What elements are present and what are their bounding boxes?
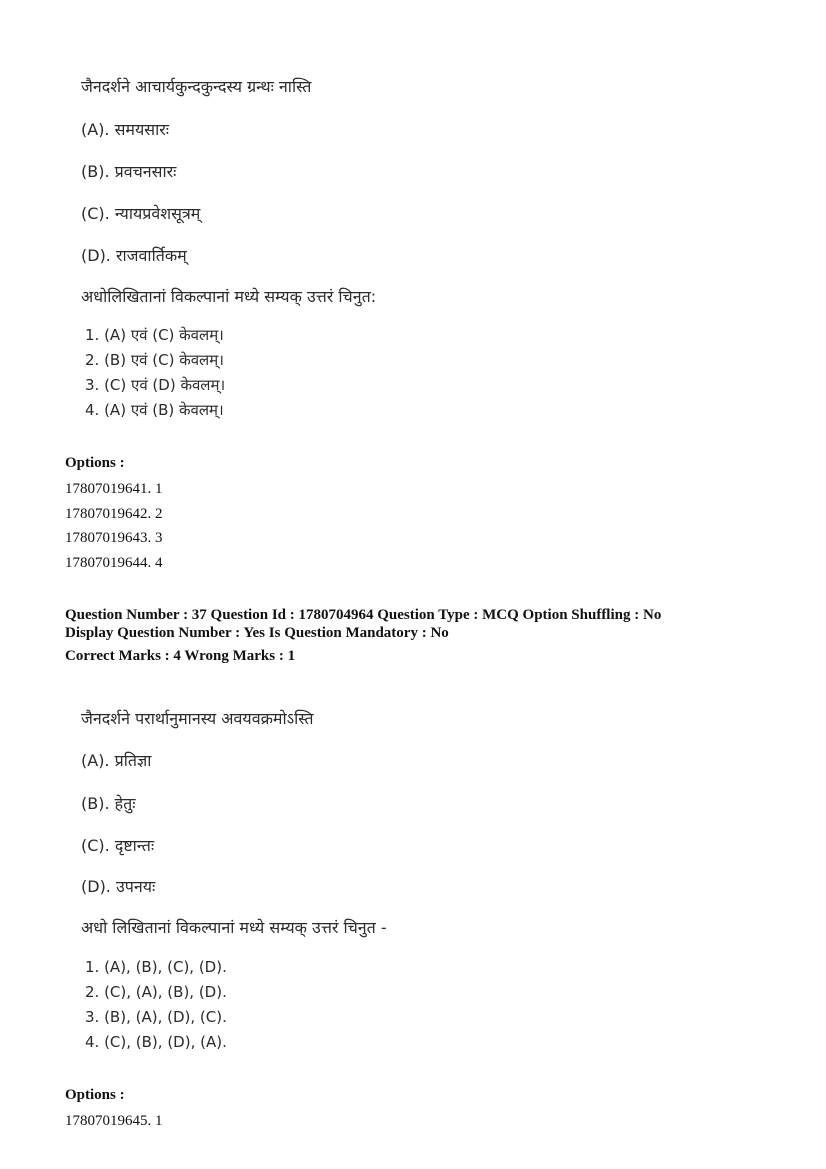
q36-item-b: (B). प्रवचनसारः xyxy=(81,162,177,181)
q37-choice-list xyxy=(85,955,227,1055)
q36-choice-list xyxy=(85,323,225,423)
q37-option-1: 17807019645. 1 xyxy=(65,1113,163,1129)
q36-choice-2: 2. (B) एवं (C) केवलम्। xyxy=(85,351,224,369)
q37-item-a: (A). प्रतिज्ञा xyxy=(81,751,152,770)
q36-choice-4: 4. (A) एवं (B) केवलम्। xyxy=(85,401,224,419)
q37-item-b: (B). हेतुः xyxy=(81,794,136,813)
q36-options-list xyxy=(65,477,163,575)
q37-item-c: (C). दृष्टान्तः xyxy=(81,836,155,855)
q37-stem: जैनदर्शने परार्थानुमानस्य अवयवक्रमोऽस्ति xyxy=(81,709,314,728)
q37-options-label: Options : xyxy=(65,1087,125,1103)
q36-option-1: 17807019641. 1 xyxy=(65,481,163,497)
q37-instruction: अधो लिखितानां विकल्पानां मध्ये सम्यक् उत्तरं चिनुत - xyxy=(81,918,387,937)
q37-meta-line2: Display Question Number : Yes Is Question Mandatory : No xyxy=(65,625,449,641)
q37-options-list xyxy=(65,1109,163,1134)
q36-option-3: 17807019643. 3 xyxy=(65,530,163,546)
q36-item-a: (A). समयसारः xyxy=(81,120,170,139)
q37-marks: Correct Marks : 4 Wrong Marks : 1 xyxy=(65,648,296,664)
q37-choice-2: 2. (C), (A), (B), (D). xyxy=(85,983,227,1001)
q37-choice-4: 4. (C), (B), (D), (A). xyxy=(85,1033,227,1051)
q36-item-d: (D). राजवार्तिकम् xyxy=(81,246,187,265)
q36-option-4: 17807019644. 4 xyxy=(65,554,163,571)
q37-choice-1: 1. (A), (B), (C), (D). xyxy=(85,958,227,976)
q37-meta-line1: Question Number : 37 Question Id : 1780704964 Question Type : MCQ Option Shuffling : No xyxy=(65,607,662,623)
q37-item-d: (D). उपनयः xyxy=(81,877,156,896)
q36-options-label: Options : xyxy=(65,455,125,471)
q36-option-2: 17807019642. 2 xyxy=(65,505,163,522)
q36-choice-3: 3. (C) एवं (D) केवलम्। xyxy=(85,376,226,394)
q36-choice-1: 1. (A) एवं (C) केवलम्। xyxy=(85,326,224,344)
q36-stem: जैनदर्शने आचार्यकुन्दकुन्दस्य ग्रन्थः नास्ति xyxy=(81,77,312,96)
q36-instruction: अधोलिखितानां विकल्पानां मध्ये सम्यक् उत्तरं चिनुत: xyxy=(81,287,377,306)
q37-choice-3: 3. (B), (A), (D), (C). xyxy=(85,1008,227,1026)
q36-item-c: (C). न्यायप्रवेशसूत्रम् xyxy=(81,204,201,223)
